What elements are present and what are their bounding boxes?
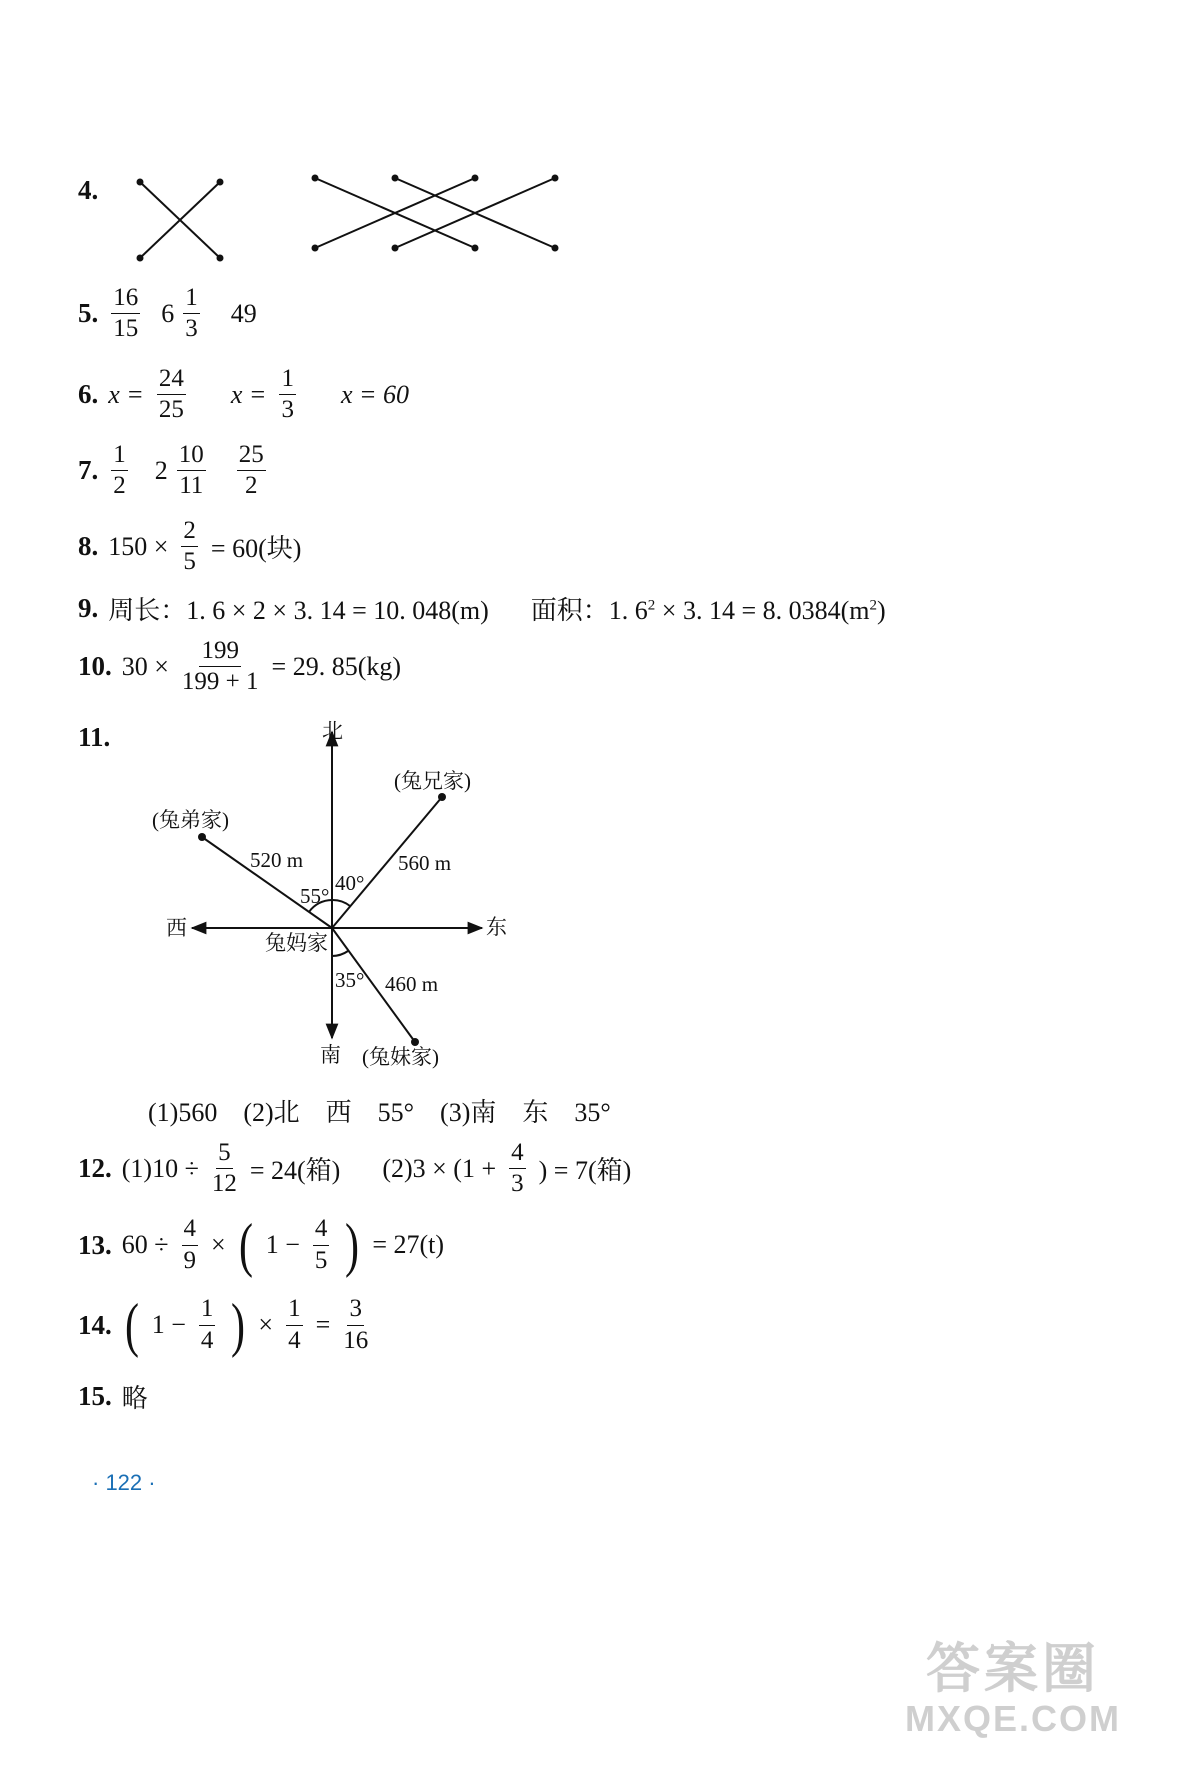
q5-number: 5.	[78, 298, 99, 329]
q13-inner: 1 −	[265, 1230, 300, 1259]
q4-line-diagram	[120, 160, 580, 275]
angle-arc-40	[332, 900, 350, 906]
q6-x1: x =	[108, 379, 144, 409]
distance-sister: 460 m	[385, 972, 439, 996]
q8-pre: 150 ×	[108, 531, 169, 561]
q5-mixed-number: 6 $\frac{1}{3}$	[161, 284, 198, 343]
q7-number: 7.	[78, 455, 99, 486]
angle-arc-35	[332, 951, 348, 956]
q8-fraction: $\frac{2}{5}$	[183, 517, 196, 576]
south-label: 南	[320, 1043, 341, 1067]
q6-row	[78, 366, 409, 424]
q5-value: 49	[230, 298, 257, 328]
q13-number: 13.	[78, 1229, 112, 1260]
north-label: 北	[322, 719, 343, 743]
q6-fraction-1: $\frac{24}{25}$	[158, 365, 184, 424]
q9-area: 面积：1. $6^2 \times 3$. 14 = 8. $0384(m^2)$	[530, 596, 886, 625]
q12-part2-pre: (2)3 × (1 +	[382, 1153, 497, 1183]
q13-right-paren: )	[345, 1212, 360, 1278]
q15-text: 略	[121, 1384, 148, 1413]
q14-inner: 1 −	[151, 1310, 186, 1339]
q9-row	[78, 590, 886, 627]
q14-row	[78, 1292, 371, 1358]
q13-pre: 60 ÷	[121, 1230, 169, 1259]
q7-mixed-number: 2 $\frac{10}{11}$	[154, 441, 204, 500]
q7-fraction-3: $\frac{25}{2}$	[238, 441, 264, 500]
q6-x2: x =	[230, 379, 267, 409]
angle-younger-brother: 55°	[300, 884, 330, 908]
distance-brother: 560 m	[398, 851, 452, 875]
page-number: · 122 ·	[92, 1470, 156, 1495]
q5-row	[78, 285, 257, 343]
q6-x3: x = 60	[340, 379, 410, 409]
q8-number: 8.	[78, 531, 99, 562]
q12-part1-pre: (1)10 ÷	[121, 1153, 199, 1183]
q13-times: ×	[211, 1230, 226, 1259]
q8-post: = 60(块)	[210, 534, 302, 564]
west-label: 西	[166, 916, 187, 940]
center-label: 兔妈家	[265, 931, 328, 955]
q11-direction-diagram	[140, 710, 540, 1075]
q9-number: 9.	[78, 593, 99, 623]
q14-fraction-3: $\frac{3}{16}$	[343, 1295, 369, 1354]
q7-row	[78, 442, 269, 500]
watermark-logo: 答案圈 MXQE.COM	[905, 1639, 1122, 1740]
q15-row	[78, 1378, 148, 1415]
q12-number: 12.	[78, 1153, 112, 1184]
q4-number: 4.	[78, 175, 99, 205]
angle-sister: 35°	[335, 968, 365, 992]
brother-home-label: (兔兄家)	[394, 769, 471, 793]
q12-fraction-1: $\frac{5}{12}$	[211, 1139, 237, 1198]
q9-perimeter: 周长：1. 6 × 2 × 3. 14 = 10. 048(m)	[108, 596, 489, 625]
q7-fraction-1: $\frac{1}{2}$	[113, 441, 126, 500]
q13-left-paren: (	[238, 1212, 253, 1278]
q14-fraction-2: $\frac{1}{4}$	[288, 1295, 301, 1354]
q12-row	[78, 1140, 631, 1198]
q14-fraction-1: $\frac{1}{4}$	[200, 1295, 214, 1354]
angle-brother: 40°	[335, 871, 365, 895]
q14-times: ×	[258, 1310, 274, 1339]
younger-brother-home-label: (兔弟家)	[152, 808, 229, 832]
q10-fraction: $\frac{199}{199 + 1}$	[181, 637, 259, 696]
q11-number: 11.	[78, 722, 111, 752]
q10-number: 10.	[78, 651, 112, 682]
q13-row	[78, 1212, 445, 1278]
q12-fraction-2: $\frac{4}{3}$	[511, 1139, 524, 1198]
q8-row	[78, 518, 301, 576]
q5-fraction-1: $\frac{16}{15}$	[113, 284, 139, 343]
q12-part2-post: ) = 7(箱)	[538, 1156, 632, 1186]
q14-left-paren: (	[124, 1292, 139, 1358]
q15-number: 15.	[78, 1381, 112, 1411]
q14-equals: =	[315, 1310, 331, 1339]
q14-right-paren: )	[231, 1292, 246, 1358]
sister-home-label: (兔妹家)	[362, 1045, 439, 1069]
q13-fraction-1: $\frac{4}{9}$	[183, 1215, 197, 1274]
q10-pre: 30 ×	[121, 651, 169, 681]
q10-row	[78, 638, 401, 696]
q6-fraction-2: $\frac{1}{3}$	[281, 365, 294, 424]
q11-answer: (1)560 (2)北 西 55° (3)南 东 35°	[148, 1098, 611, 1127]
q13-fraction-2: $\frac{4}{5}$	[314, 1215, 328, 1274]
distance-younger-brother: 520 m	[250, 848, 304, 872]
q14-number: 14.	[78, 1309, 112, 1340]
q13-post: = 27(t)	[372, 1230, 445, 1259]
q6-number: 6.	[78, 379, 99, 410]
q10-post: = 29. 85(kg)	[271, 651, 402, 681]
east-label: 东	[486, 915, 507, 939]
q12-part1-post: = 24(箱)	[249, 1156, 341, 1186]
